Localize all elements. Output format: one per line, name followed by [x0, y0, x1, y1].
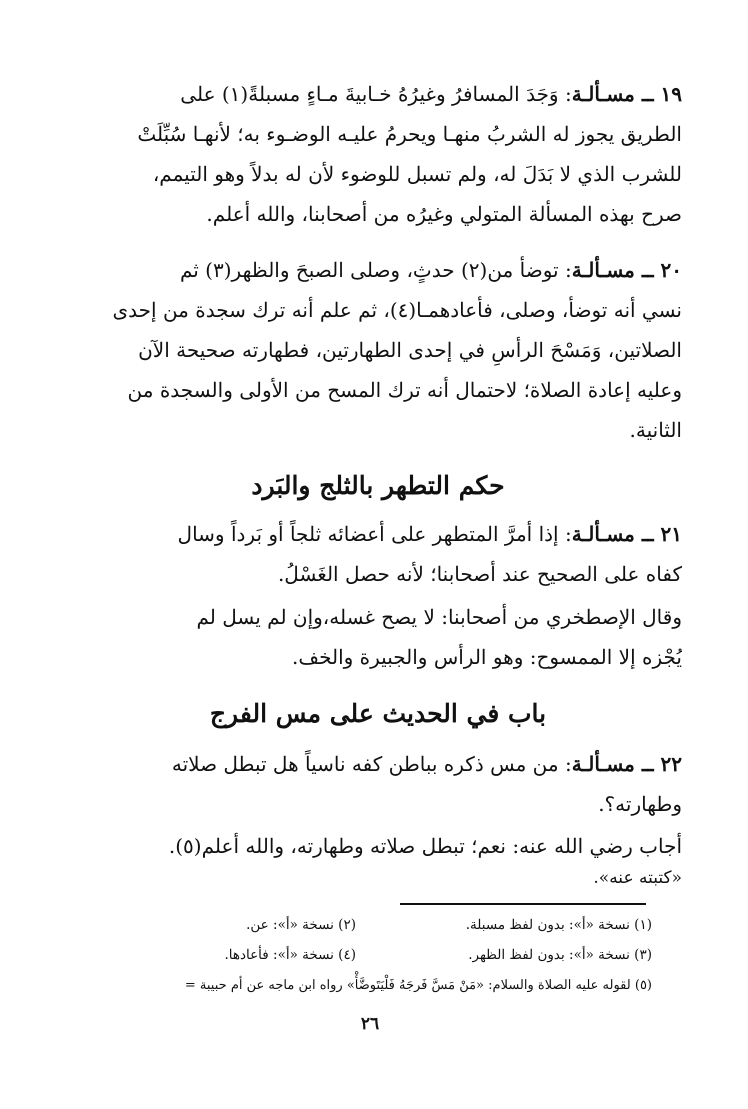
- masala-19-text-1: : وَجَدَ المسافرُ وغيرُهُ خـابيةَ مـاءٍ مسبلةً(١) على: [180, 82, 572, 106]
- masala-20-line-2: نسي أنه توضأ، وصلى، فأعادهمـا(٤)، ثم علم أنه ترك سجدة من إحدى: [112, 298, 682, 322]
- masala-20-lead: ٢٠ ــ مسـألـة: [571, 258, 682, 282]
- masala-22-lead: ٢٢ ــ مسـألـة: [571, 752, 682, 776]
- masala-21-extra-line-2: يُجْزه إلا الممسوح: وهو الرأس والجبيرة والخف.: [292, 645, 682, 669]
- masala-22-line-2: وطهارته؟.: [598, 792, 682, 816]
- masala-22-text-1: : من مس ذكره بباطن كفه ناسياً هل تبطل صلاته: [171, 752, 572, 776]
- masala-21-text-1: : إذا أمرَّ المتطهر على أعضائه ثلجاً أو بَرداً وسال: [177, 522, 572, 546]
- masala-21-istakhri: [74, 597, 682, 677]
- masala-19-lead: ١٩ ــ مسـألـة: [571, 82, 682, 106]
- masala-19-line-1: [74, 74, 682, 114]
- masala-21-lead: ٢١ ــ مسـألـة: [571, 522, 682, 546]
- masala-20-line-3: الصلاتين، وَمَسْحَ الرأسِ في إحدى الطهارتين، فطهارته صحيحة الآن: [138, 338, 682, 362]
- page-number: ٢٦: [360, 1014, 380, 1034]
- footnote-2: (٢) نسخة «أ»: عن.: [246, 917, 356, 933]
- masala-21: [74, 514, 682, 594]
- masala-22-line-1: [74, 744, 682, 784]
- masala-19-line-4: صرح بهذه المسألة المتولي وغيرُه من أصحابنا، والله أعلم.: [206, 202, 682, 226]
- masala-19-line-2: الطريق يجوز له الشربُ منهـا ويحرمُ عليـه الوضـوء به؛ لأنهـا سُبِّلَتْ: [137, 122, 682, 146]
- masala-21-extra-line-1: وقال الإصطخري من أصحابنا: لا يصح غسله،وإن لم يسل لم: [196, 605, 682, 629]
- footnote-1: (١) نسخة «أ»: بدون لفظ مسبلة.: [465, 917, 652, 933]
- footnote-4: (٤) نسخة «أ»: فأعادها.: [224, 947, 356, 963]
- masala-21-line-2: كفاه على الصحيح عند أصحابنا؛ لأنه حصل الغَسْلُ.: [277, 562, 682, 586]
- section-heading-ice: حكم التطهر بالثلج والبَرد: [251, 471, 505, 500]
- masala-19: [74, 74, 682, 234]
- footnote-3: (٣) نسخة «أ»: بدون لفظ الظهر.: [468, 947, 652, 963]
- masala-20-text-1: : توضأ من(٢) حدثٍ، وصلى الصبحَ والظهر(٣) ثم: [179, 258, 572, 282]
- chapter-heading: باب في الحديث على مس الفرج: [209, 699, 547, 728]
- masala-20-line-5: الثانية.: [629, 418, 682, 442]
- footnote-5: (٥) لقوله عليه الصلاة والسلام: «مَنْ مَسَّ فَرجَهُ فَلْيَتَوضَّأْ» رواه ابن ماجه عن أم حبيبة =: [184, 978, 652, 993]
- masala-22: [74, 744, 682, 824]
- masala-20: [74, 250, 682, 450]
- masala-20-line-4: وعليه إعادة الصلاة؛ لاحتمال أنه ترك المسح من الأولى والسجدة من: [127, 378, 682, 402]
- masala-22-signature: [74, 858, 682, 898]
- masala-21-line-1: [74, 514, 682, 554]
- signature-line: «كتبته عنه».: [593, 868, 682, 888]
- answer-line: أجاب رضي الله عنه: نعم؛ تبطل صلاته وطهارته، والله أعلم(٥).: [168, 834, 682, 858]
- masala-20-line-1: [74, 250, 682, 290]
- footnote-divider: [400, 903, 646, 905]
- masala-19-line-3: للشرب الذي لا بَدَلَ له، ولم تسبل للوضوء لأن له بدلاً وهو التيمم،: [152, 162, 682, 186]
